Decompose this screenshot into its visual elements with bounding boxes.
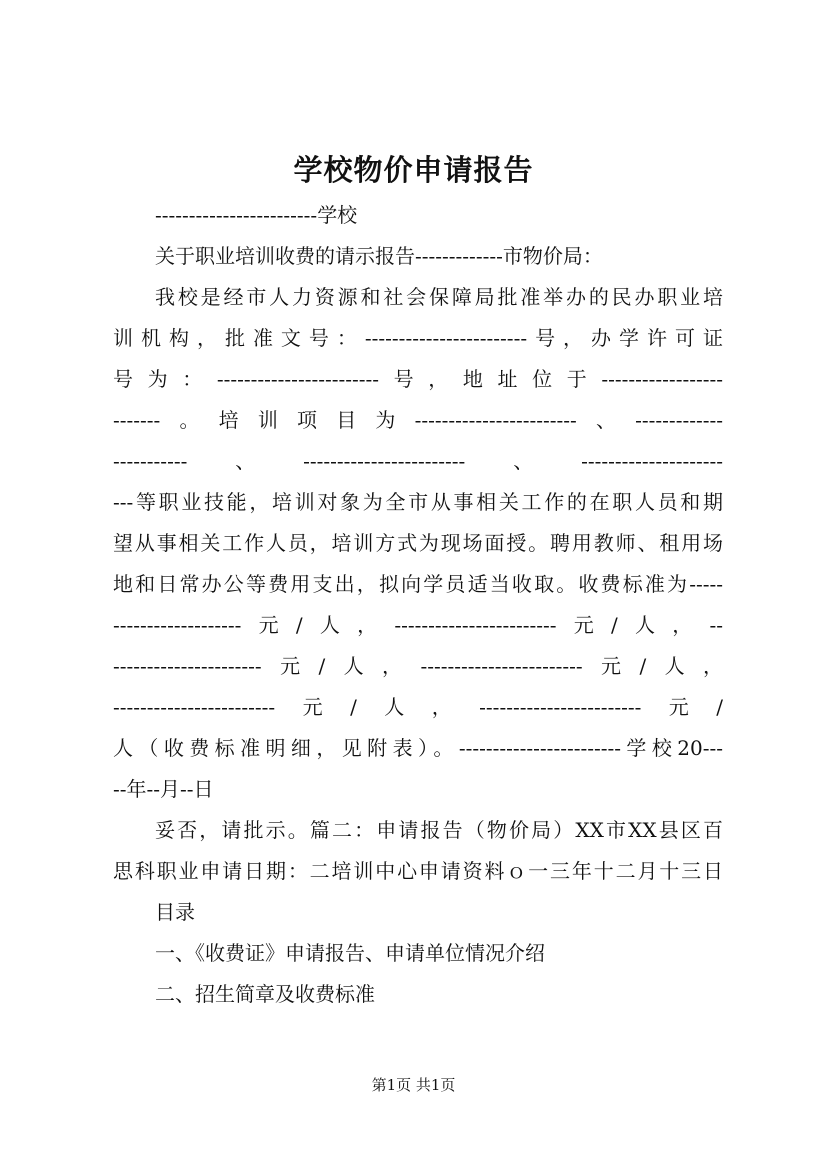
body-line: 人（收费标准明细，见附表）。------------------------学校20---: [113, 736, 723, 760]
toc-item: 一、《收费证》申请报告、申请单位情况介绍: [155, 941, 545, 965]
body-line-date: --年--月--日: [113, 777, 214, 801]
body-line: ---等职业技能，培训对象为全市从事相关工作的在职人员和期: [113, 490, 723, 514]
body-line-school-header: ------------------------学校: [155, 203, 358, 227]
body-line: 妥否，请批示。篇二：申请报告（物价局）XX市XX县区百: [155, 818, 723, 842]
body-line: ------------------------元/人，------------------------元/: [113, 695, 723, 719]
body-line: -------------------元/人，------------------------元/人，--: [113, 613, 723, 637]
body-line: 望从事相关工作人员，培训方式为现场面授。聘用教师、租用场: [113, 531, 723, 555]
body-line: 号为：------------------------号，地址位于------------------: [113, 367, 723, 391]
body-line: ----------------------元/人，------------------------元/人，: [113, 654, 723, 678]
body-line: 思科职业申请日期：二培训中心申请资料ｏ一三年十二月十三日: [113, 859, 723, 883]
page-footer: 第1页 共1页: [371, 1076, 456, 1094]
body-line: 我校是经市人力资源和社会保障局批准举办的民办职业培: [155, 285, 723, 309]
body-line: -----------、------------------------、---------------------: [113, 449, 723, 473]
body-line: -------。培训项目为------------------------、-------------: [113, 408, 723, 432]
document-title: 学校物价申请报告: [293, 153, 534, 187]
body-line-report-subject: 关于职业培训收费的请示报告-------------市物价局：: [155, 244, 603, 268]
toc-heading: 目录: [155, 900, 195, 924]
toc-item: 二、招生简章及收费标准: [155, 982, 375, 1006]
body-line: 地和日常办公等费用支出，拟向学员适当收取。收费标准为-----: [113, 572, 723, 596]
body-line: 训机构，批准文号：------------------------号，办学许可证: [113, 326, 723, 350]
